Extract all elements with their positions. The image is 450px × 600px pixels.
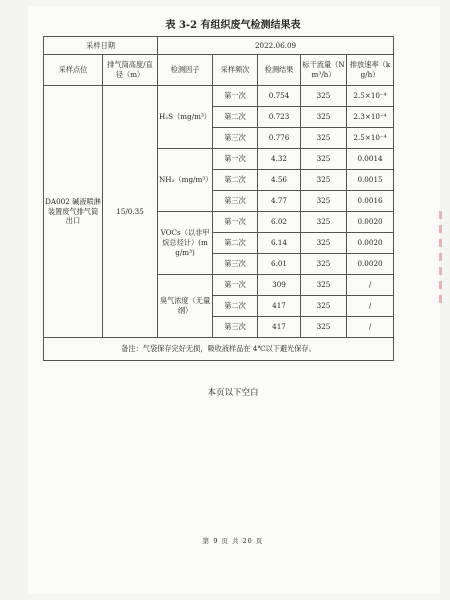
- flow-cell: 325: [301, 128, 347, 149]
- col-header-flow: 标干流量（Nm³/h）: [301, 55, 347, 86]
- frequency-cell: 第一次: [213, 275, 258, 296]
- frequency-cell: 第二次: [213, 107, 258, 128]
- result-cell: 6.14: [258, 233, 301, 254]
- result-cell: 0.754: [258, 86, 301, 107]
- frequency-cell: 第三次: [213, 128, 258, 149]
- frequency-cell: 第三次: [213, 254, 258, 275]
- rate-cell: 0.0020: [347, 254, 394, 275]
- flow-cell: 325: [301, 296, 347, 317]
- rate-cell: 0.0015: [347, 170, 394, 191]
- remarks-cell: 备注：气袋保存完好无损，吸收液样品在 4℃以下避光保存。: [44, 338, 394, 361]
- rate-cell: /: [347, 296, 394, 317]
- rate-cell: 0.0020: [347, 233, 394, 254]
- flow-cell: 325: [301, 317, 347, 338]
- frequency-cell: 第二次: [213, 233, 258, 254]
- frequency-cell: 第二次: [213, 296, 258, 317]
- seam-stamp: [439, 211, 442, 306]
- sampling-date-label: 采样日期: [44, 37, 158, 55]
- stack-size-cell: 15/0.35: [103, 86, 158, 338]
- flow-cell: 325: [301, 254, 347, 275]
- rate-cell: /: [347, 275, 394, 296]
- blank-page-notice: 本页以下空白: [207, 388, 259, 398]
- test-factor-cell: VOCs（以非甲烷总烃计）(mg/m³): [158, 212, 213, 275]
- note-row: [44, 338, 394, 361]
- sampling-point-cell: DA002 碱液喷淋装置废气排气筒出口: [44, 86, 103, 338]
- sampling-date-value: 2022.06.09: [158, 37, 394, 55]
- flow-cell: 325: [301, 86, 347, 107]
- frequency-cell: 第一次: [213, 212, 258, 233]
- result-cell: 0.723: [258, 107, 301, 128]
- flow-cell: 325: [301, 149, 347, 170]
- col-header-point: 采样点位: [44, 55, 103, 86]
- table-row: [44, 86, 394, 107]
- table-title: 表 3-2 有组织废气检测结果表: [165, 20, 301, 31]
- result-cell: 4.32: [258, 149, 301, 170]
- col-header-stack: 排气筒高度/直径（m）: [103, 55, 158, 86]
- result-cell: 6.02: [258, 212, 301, 233]
- rate-cell: 0.0020: [347, 212, 394, 233]
- result-cell: 4.77: [258, 191, 301, 212]
- result-cell: 417: [258, 296, 301, 317]
- result-cell: 417: [258, 317, 301, 338]
- test-factor-cell: 臭气浓度（无量纲）: [158, 275, 213, 338]
- rate-cell: 2.5×10⁻⁴: [347, 128, 394, 149]
- flow-cell: 325: [301, 191, 347, 212]
- col-header-frequency: 采样频次: [213, 55, 258, 86]
- page-number-footer: 第 9 页 共 20 页: [202, 537, 264, 545]
- rate-cell: 2.3×10⁻⁴: [347, 107, 394, 128]
- flow-cell: 325: [301, 275, 347, 296]
- frequency-cell: 第二次: [213, 170, 258, 191]
- test-factor-cell: H₂S（mg/m³）: [158, 86, 213, 149]
- frequency-cell: 第三次: [213, 317, 258, 338]
- col-header-factor: 检测因子: [158, 55, 213, 86]
- column-header-row: [44, 55, 394, 86]
- frequency-cell: 第三次: [213, 191, 258, 212]
- rate-cell: 0.0014: [347, 149, 394, 170]
- flow-cell: 325: [301, 170, 347, 191]
- result-cell: 309: [258, 275, 301, 296]
- rate-cell: /: [347, 317, 394, 338]
- document-page: [28, 6, 440, 594]
- rate-cell: 0.0016: [347, 191, 394, 212]
- frequency-cell: 第一次: [213, 86, 258, 107]
- exhaust-gas-results-table: [43, 36, 394, 361]
- result-cell: 4.56: [258, 170, 301, 191]
- flow-cell: 325: [301, 107, 347, 128]
- rate-cell: 2.5×10⁻⁴: [347, 86, 394, 107]
- test-factor-cell: NH₃（mg/m³）: [158, 149, 213, 212]
- col-header-result: 检测结果: [258, 55, 301, 86]
- flow-cell: 325: [301, 233, 347, 254]
- result-cell: 6.01: [258, 254, 301, 275]
- col-header-rate: 排放速率（kg/h）: [347, 55, 394, 86]
- sampling-date-row: [44, 37, 394, 55]
- result-cell: 0.776: [258, 128, 301, 149]
- flow-cell: 325: [301, 212, 347, 233]
- frequency-cell: 第一次: [213, 149, 258, 170]
